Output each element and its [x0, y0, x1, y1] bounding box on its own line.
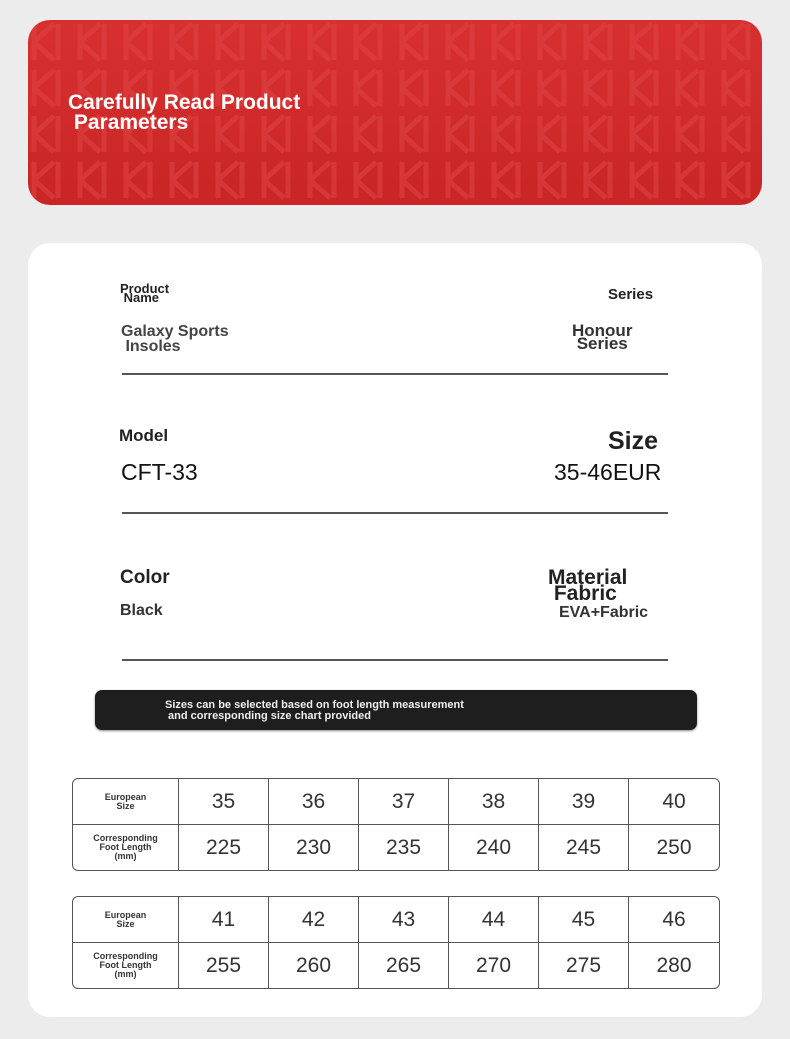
divider [122, 373, 668, 375]
size-cell: 42 [269, 897, 359, 943]
length-cell: 230 [269, 825, 359, 870]
size-cell: 39 [539, 779, 629, 825]
model-value: CFT-33 [121, 459, 198, 485]
series-label: Series [608, 286, 654, 303]
european-size-header: European Size [73, 779, 179, 825]
material-label: Material Fabric [548, 566, 628, 605]
size-cell: 35 [179, 779, 269, 825]
size-cell: 43 [359, 897, 449, 943]
series-value: Honour Series [572, 321, 633, 353]
color-value: Black [120, 602, 163, 619]
foot-length-header: Corresponding Foot Length (mm) [73, 943, 179, 988]
size-cell: 46 [629, 897, 719, 943]
banner-title: Carefully Read Product Parameters [68, 91, 301, 134]
divider [122, 659, 668, 661]
color-label: Color [120, 567, 170, 588]
size-table-1 [72, 778, 720, 871]
product-name-value: Galaxy Sports Insoles [121, 323, 229, 355]
size-cell: 41 [179, 897, 269, 943]
model-label: Model [119, 426, 169, 445]
size-cell: 38 [449, 779, 539, 825]
length-cell: 225 [179, 825, 269, 870]
length-cell: 240 [449, 825, 539, 870]
table-row [73, 943, 719, 988]
size-cell: 45 [539, 897, 629, 943]
length-cell: 250 [656, 835, 692, 859]
size-label: Size [608, 427, 659, 455]
length-cell: 260 [269, 943, 359, 988]
length-cell: 280 [656, 953, 692, 977]
length-cell: 265 [359, 943, 449, 988]
size-cell: 37 [359, 779, 449, 825]
notice-text: Sizes can be selected based on foot length measurement and corresponding size chart provided [165, 699, 464, 722]
length-cell: 255 [179, 943, 269, 988]
divider [122, 512, 668, 514]
table-row [73, 779, 719, 825]
material-value: EVA+Fabric [559, 604, 649, 621]
size-value: 35-46EUR [554, 459, 662, 485]
european-size-header: European Size [73, 897, 179, 943]
product-name-label: Product Name [120, 281, 170, 305]
length-cell: 245 [539, 825, 629, 870]
length-cell: 275 [539, 943, 629, 988]
size-cell: 36 [269, 779, 359, 825]
size-table-2 [72, 896, 720, 989]
length-cell: 235 [359, 825, 449, 870]
table-row [73, 897, 719, 943]
size-cell: 40 [629, 779, 719, 825]
foot-length-header: Corresponding Foot Length (mm) [73, 825, 179, 870]
notice-bar [95, 690, 697, 730]
length-cell: 270 [449, 943, 539, 988]
table-row [73, 825, 719, 870]
parameters-card [28, 243, 762, 1017]
size-cell: 44 [449, 897, 539, 943]
header-banner [28, 20, 762, 205]
